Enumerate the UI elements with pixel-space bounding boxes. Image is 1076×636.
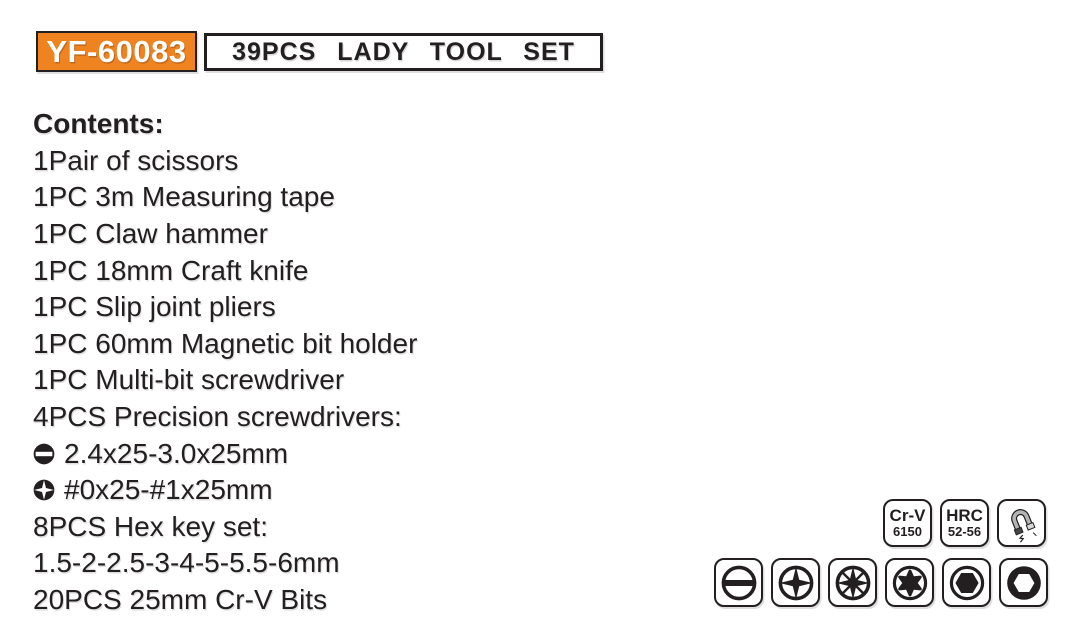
list-item-text: 4PCS Precision screwdrivers:	[33, 401, 402, 433]
crv-badge-bottom-text: 6150	[893, 524, 922, 539]
list-item	[33, 143, 417, 180]
torx-icon	[890, 563, 930, 603]
phillips-bullet-icon	[33, 479, 55, 501]
list-item-text: 1PC 3m Measuring tape	[33, 181, 335, 213]
list-item-text: 1PC 18mm Craft knife	[33, 254, 309, 286]
list-item	[33, 545, 417, 582]
hrc-hardness-badge	[940, 499, 989, 547]
crv-steel-badge	[883, 499, 932, 547]
list-item-text: #0x25-#1x25mm	[64, 474, 273, 506]
list-item-text: 2.4x25-3.0x25mm	[64, 437, 289, 469]
hrc-badge-bottom-text: 52-56	[947, 524, 982, 539]
phillips-icon	[776, 563, 816, 603]
magnet-icon	[1002, 503, 1042, 543]
spec-badges-row	[883, 499, 1046, 547]
bit-badge	[714, 558, 763, 607]
slotted-bullet-icon	[33, 443, 55, 465]
list-item	[33, 435, 417, 472]
list-item	[33, 216, 417, 253]
bit-badge	[771, 558, 820, 607]
list-item-text: 1PC Multi-bit screwdriver	[33, 364, 345, 396]
model-number-text: YF-60083	[46, 33, 187, 69]
list-item-text: 1PC 60mm Magnetic bit holder	[33, 327, 418, 359]
list-item-text: 20PCS 25mm Cr-V Bits	[33, 584, 328, 616]
hex-icon	[947, 563, 987, 603]
slotted-icon	[719, 563, 759, 603]
list-item-text: 1PC Slip joint pliers	[33, 291, 276, 323]
bit-badge	[828, 558, 877, 607]
list-item	[33, 252, 417, 289]
bit-badge	[999, 558, 1048, 607]
list-item-text: 1PC Claw hammer	[33, 218, 268, 250]
list-item-text: 1.5-2-2.5-3-4-5-5.5-6mm	[33, 547, 340, 579]
list-item	[33, 289, 417, 326]
list-item	[33, 582, 417, 619]
list-item	[33, 362, 417, 399]
bit-badge	[885, 558, 934, 607]
list-item	[33, 326, 417, 363]
magnetic-badge	[997, 499, 1046, 547]
list-item	[33, 472, 417, 509]
list-item	[33, 179, 417, 216]
crv-badge-top-text: Cr-V	[889, 506, 926, 525]
product-title-box	[204, 33, 603, 71]
hex-socket-icon	[1004, 563, 1044, 603]
hrc-badge-top-text: HRC	[946, 506, 983, 525]
list-item-text: 1Pair of scissors	[33, 144, 239, 176]
model-number-badge	[36, 31, 197, 72]
product-title-text: 39PCS LADY TOOL SET	[232, 37, 575, 66]
list-item-text: 8PCS Hex key set:	[33, 510, 268, 542]
contents-section	[33, 106, 417, 618]
list-item	[33, 399, 417, 436]
bit-type-icons-row	[714, 558, 1048, 607]
contents-heading: Contents:	[33, 108, 164, 140]
bit-badge	[942, 558, 991, 607]
pozidriv-icon	[833, 563, 873, 603]
list-item	[33, 509, 417, 546]
